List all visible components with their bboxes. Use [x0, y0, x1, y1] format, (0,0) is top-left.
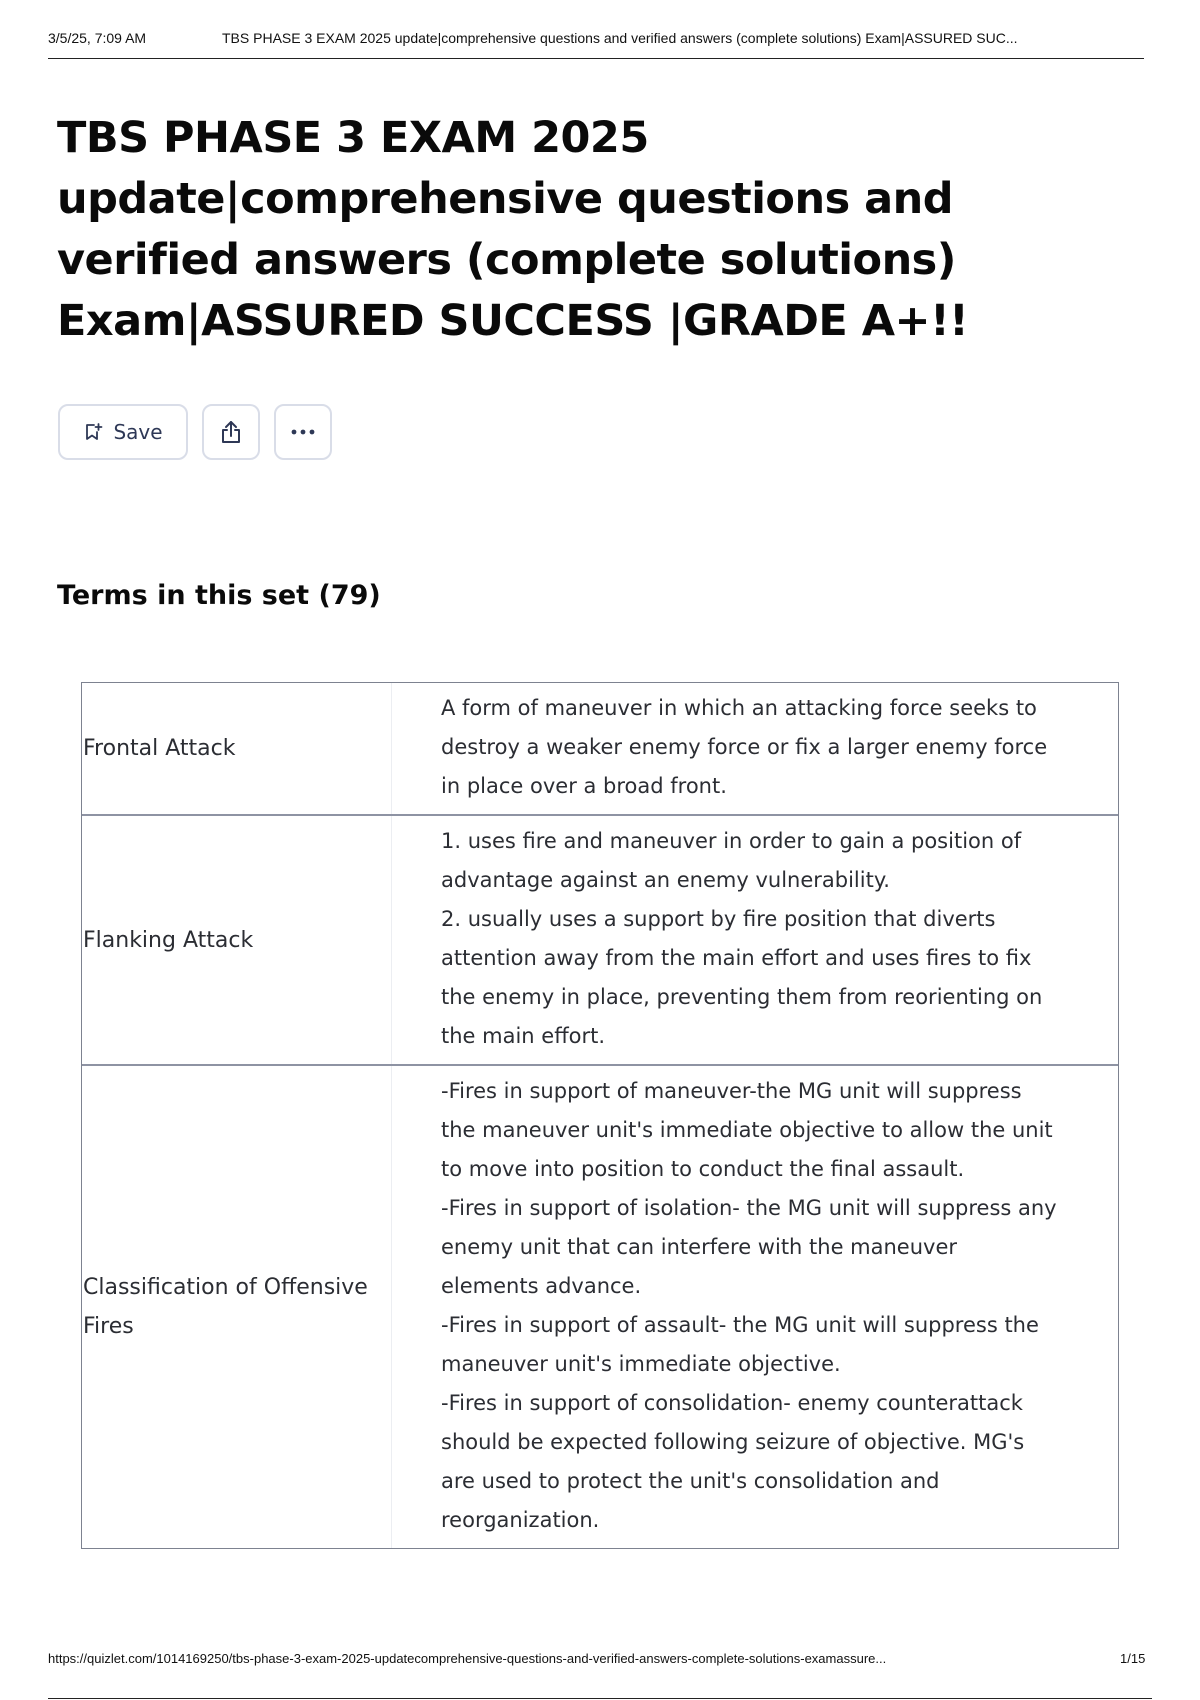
print-header: [48, 30, 1144, 59]
more-options-button[interactable]: [274, 404, 332, 460]
terms-table: [81, 682, 1119, 1549]
save-label: Save: [113, 420, 163, 444]
print-datetime: 3/5/25, 7:09 AM: [48, 30, 147, 46]
bookmark-add-icon: [83, 422, 103, 442]
print-footer: [48, 1648, 1152, 1699]
share-button[interactable]: [202, 404, 260, 460]
term-row: [82, 1064, 1118, 1548]
more-horizontal-icon: [289, 428, 317, 436]
definition-text: A form of maneuver in which an attacking force seeks to destroy a weaker enemy force or fix a larger enemy force in place over a broad front.: [441, 696, 1048, 798]
print-doc-title: TBS PHASE 3 EXAM 2025 update|comprehensive questions and verified answers (complete solutions) Exam|ASSURED SUC...: [222, 30, 1018, 46]
page-title: TBS PHASE 3 EXAM 2025 update|comprehensive questions and verified answers (complete solutions) Exam|ASSURED SUCCESS |GRADE A+!!: [57, 113, 969, 346]
save-button[interactable]: [58, 404, 188, 460]
definition-text: 1. uses fire and maneuver in order to gain a position of advantage against an enemy vulnerability. 2. usually uses a support by fire position that diverts attention away from the main effort and uses fires to fix the enemy in place, preventing them from reorienting on the main effort.: [441, 829, 1043, 1048]
definition-text: -Fires in support of maneuver-the MG unit will suppress the maneuver unit's immediate objective to allow the unit to move into position to conduct the final assault. -Fires in support of isolation- the MG unit will suppress any enemy unit that can interfere with the maneuver elements advance. -Fires in support of assault- the MG unit will suppress the maneuver unit's immediate objective. -Fires in support of consolidation- enemy counterattack should be expected following seizure of objective. MG's are used to protect the unit's consolidation and reorganization.: [441, 1079, 1057, 1532]
page-number: 1/15: [1120, 1651, 1146, 1666]
terms-heading: Terms in this set (79): [57, 580, 381, 611]
term-text: Frontal Attack: [82, 683, 392, 814]
term-text: Classification of Offensive Fires: [82, 1066, 392, 1548]
term-text: Flanking Attack: [82, 816, 392, 1064]
action-bar: [58, 404, 332, 462]
term-row: [82, 814, 1118, 1064]
term-row: [82, 683, 1118, 814]
print-url: https://quizlet.com/1014169250/tbs-phase-3-exam-2025-updatecomprehensive-questions-and-verified-answers-complete-solutions-examassure...: [48, 1651, 887, 1666]
share-icon: [217, 418, 245, 446]
